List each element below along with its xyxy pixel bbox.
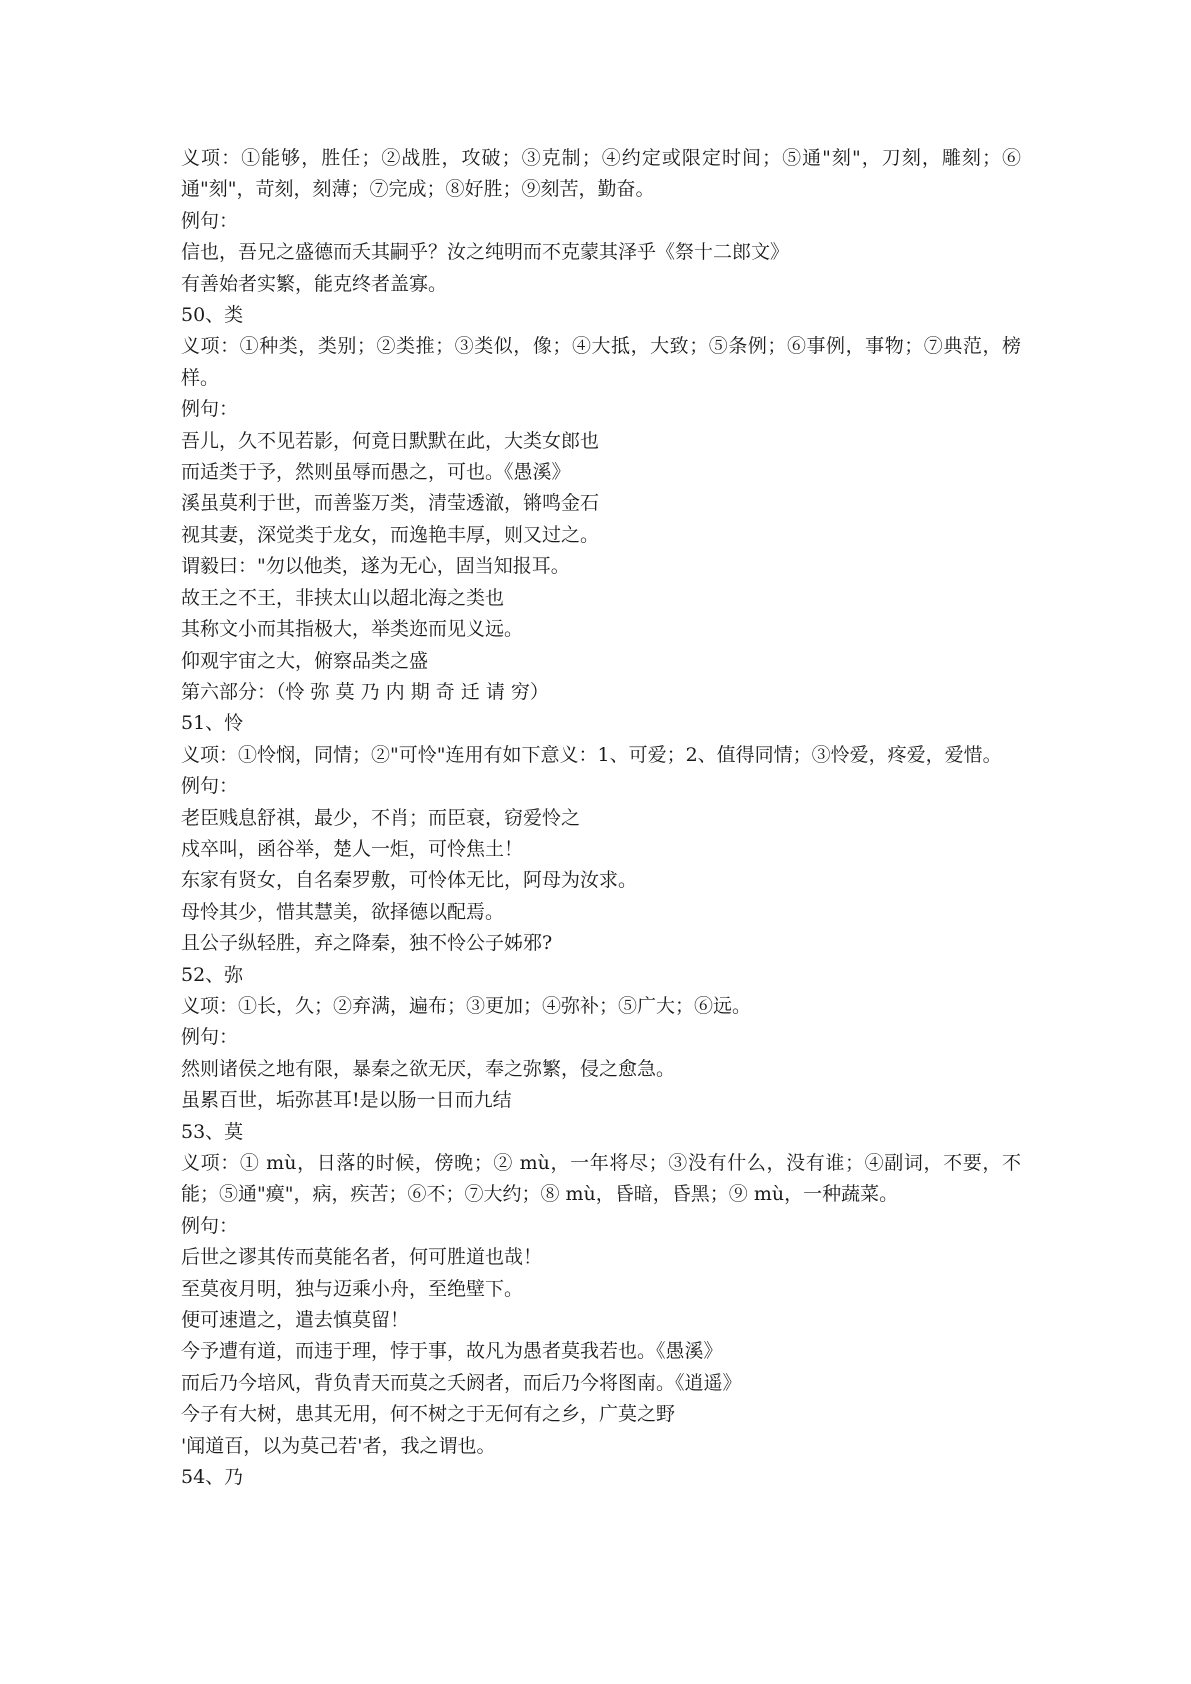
text-line: 例句：: [181, 1026, 239, 1049]
text-line: 谓毅曰："勿以他类，遂为无心，固当知报耳。: [181, 555, 570, 578]
text-line: 其称文小而其指极大，举类迩而见义远。: [181, 618, 524, 641]
section-heading: 53、莫: [181, 1120, 244, 1143]
section-heading: 50、类: [181, 304, 244, 327]
text-line: 信也，吾兄之盛德而夭其嗣乎？汝之纯明而不克蒙其泽乎《祭十二郎文》: [181, 241, 790, 264]
text-line: 便可速遣之，遣去慎莫留！: [181, 1309, 410, 1332]
text-line: 今予遭有道，而违于理，悖于事，故凡为愚者莫我若也。《愚溪》: [181, 1340, 723, 1363]
section-heading: 52、弥: [181, 963, 244, 986]
text-line: 义项：①怜悯，同情；②"可怜"连用有如下意义：1、可爱；2、值得同情；③怜爱，疼爱，爱惜。: [181, 743, 1002, 766]
text-line: 母怜其少，惜其慧美，欲择德以配焉。: [181, 900, 505, 923]
document-page: [181, 143, 1021, 1493]
text-line: 义项：① mù，日落的时候，傍晚；② mù，一年将尽；③没有什么，没有谁；④副词，不要，不能；⑤通"瘼"，病，疾苦；⑥不；⑦大约；⑧ mù，昏暗，昏黑；⑨ mù，一种蔬菜。: [181, 1152, 1021, 1206]
text-line: 义项：①种类，类别；②类推；③类似，像；④大抵，大致；⑤条例；⑥事例，事物；⑦典范，榜样。: [181, 335, 1021, 389]
section-heading: 51、怜: [181, 712, 244, 735]
text-line: 老臣贱息舒祺，最少，不肖；而臣衰，窃爱怜之: [181, 806, 581, 829]
text-line: 义项：①能够，胜任；②战胜，攻破；③克制；④约定或限定时间；⑤通"刻"，刀刻，雕刻；⑥通"刻"，苛刻，刻薄；⑦完成；⑧好胜；⑨刻苦，勤奋。: [181, 147, 1021, 201]
text-line: 例句：: [181, 398, 239, 421]
text-line: '闻道百，以为莫己若'者，我之谓也。: [181, 1434, 496, 1457]
part-heading: 第六部分：（怜 弥 莫 乃 内 期 奇 迁 请 穷）: [181, 680, 549, 703]
text-line: 然则诸侯之地有限，暴秦之欲无厌，奉之弥繁，侵之愈急。: [181, 1057, 676, 1080]
text-line: 仰观宇宙之大，俯察品类之盛: [181, 649, 429, 672]
text-line: 例句：: [181, 1214, 239, 1237]
text-line: 东家有贤女，自名秦罗敷，可怜体无比，阿母为汝求。: [181, 869, 638, 892]
text-line: 义项：①长，久；②弃满，遍布；③更加；④弥补；⑤广大；⑥远。: [181, 994, 752, 1017]
text-line: 例句：: [181, 209, 239, 232]
text-line: 至莫夜月明，独与迈乘小舟，至绝壁下。: [181, 1277, 524, 1300]
text-line: 吾儿，久不见若影，何竟日默默在此，大类女郎也: [181, 429, 600, 452]
text-line: 今子有大树，患其无用，何不树之于无何有之乡，广莫之野: [181, 1403, 676, 1426]
text-line: 且公子纵轻胜，弃之降秦，独不怜公子姊邪?: [181, 932, 553, 955]
text-line: 后世之谬其传而莫能名者，何可胜道也哉！: [181, 1246, 543, 1269]
text-line: 视其妻，深觉类于龙女，而逸艳丰厚，则又过之。: [181, 523, 600, 546]
section-heading: 54、乃: [181, 1466, 244, 1489]
text-line: 虽累百世，垢弥甚耳!是以肠一日而九结: [181, 1089, 512, 1112]
text-line: 戍卒叫，函谷举，楚人一炬，可怜焦土！: [181, 837, 524, 860]
text-line: 故王之不王，非挟太山以超北海之类也: [181, 586, 505, 609]
text-line: 而后乃今培风，背负青天而莫之夭阏者，而后乃今将图南。《逍遥》: [181, 1371, 742, 1394]
text-line: 例句：: [181, 775, 239, 798]
text-line: 溪虽莫利于世，而善鉴万类，清莹透澈，锵鸣金石: [181, 492, 600, 515]
text-line: 有善始者实繁，能克终者盖寡。: [181, 272, 448, 295]
text-line: 而适类于予，然则虽辱而愚之，可也。《愚溪》: [181, 461, 571, 484]
